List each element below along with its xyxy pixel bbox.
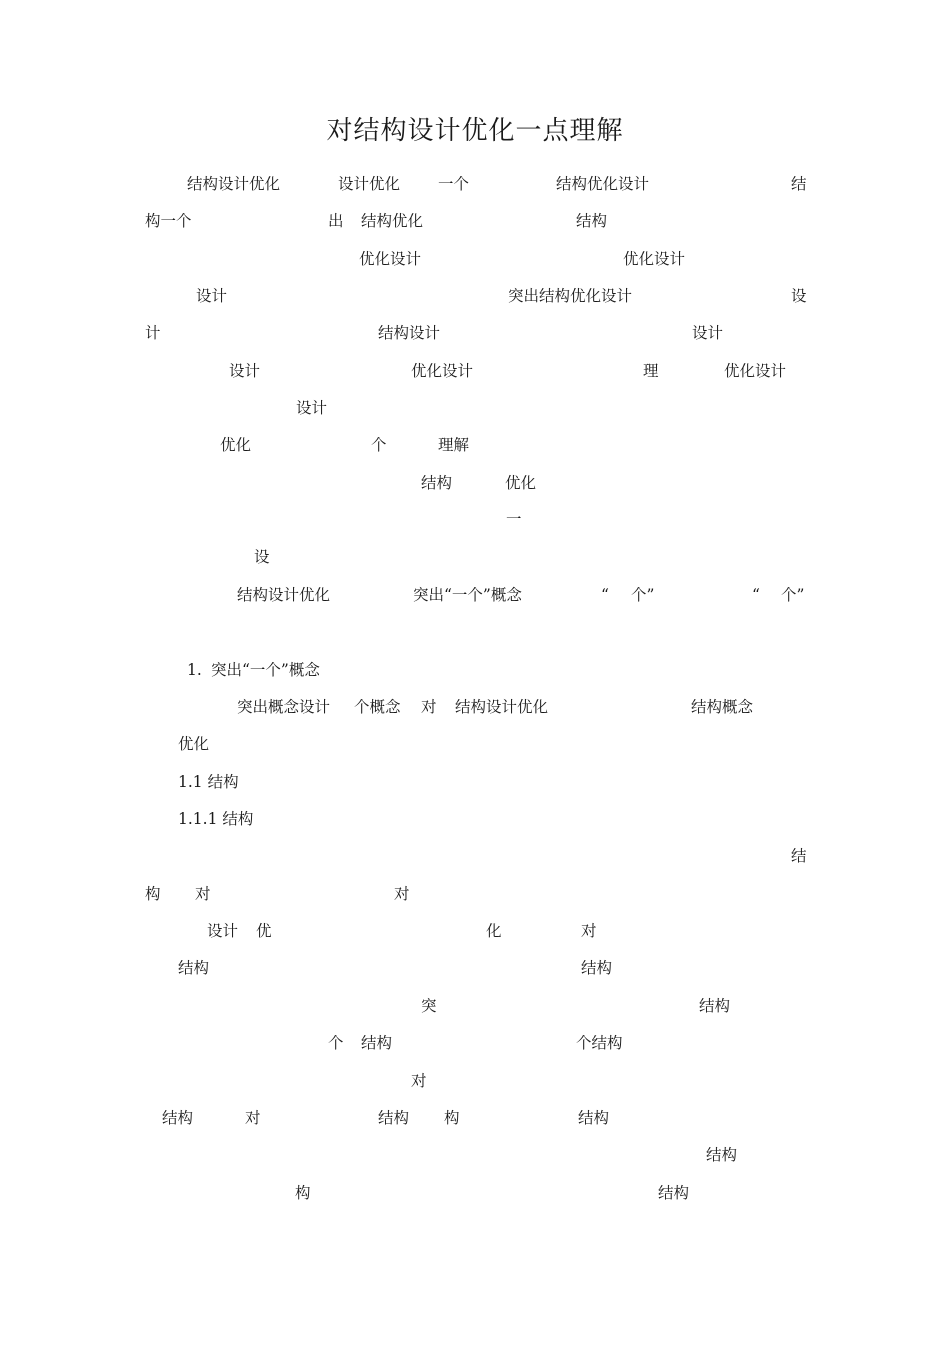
text-fragment: 个 [328, 1034, 344, 1052]
text-fragment: 计 [145, 324, 161, 342]
text-fragment: 个” [631, 586, 655, 604]
text-fragment: 结构 [421, 474, 453, 492]
text-line [0, 919, 950, 943]
text-fragment: 出 [328, 212, 344, 230]
text-fragment: 个概念 [354, 698, 401, 716]
text-fragment: 设计优化 [338, 175, 401, 193]
text-fragment: 设计 [296, 399, 328, 417]
text-fragment: 突 [421, 997, 437, 1015]
text-fragment: 理解 [438, 436, 470, 454]
text-fragment: 结构 [178, 959, 210, 977]
text-fragment: 结构设计优化 [237, 586, 331, 604]
text-fragment: 一个 [438, 175, 470, 193]
text-fragment: 结构优化设计 [556, 175, 650, 193]
text-fragment: 结构 [699, 997, 731, 1015]
text-fragment: 对 [394, 885, 410, 903]
text-fragment: 构 [295, 1184, 311, 1202]
subsection-title: 1.1 结构 [178, 773, 239, 791]
text-fragment: 设计 [229, 362, 261, 380]
text-fragment: 构 [145, 885, 161, 903]
text-fragment: 优化设计 [623, 250, 686, 268]
subsection-heading [0, 807, 950, 831]
text-fragment: 突出概念设计 [237, 698, 331, 716]
text-fragment: 突出“一个”概念 [413, 586, 522, 604]
text-fragment: 结构 [658, 1184, 690, 1202]
text-line [0, 1143, 950, 1167]
text-fragment: 结 [791, 847, 807, 865]
document-title: 对结构设计优化一点理解 [326, 116, 624, 146]
text-fragment: 结构 [162, 1109, 194, 1127]
text-line [0, 956, 950, 980]
text-fragment: “ [601, 586, 609, 604]
section-number: 1. [187, 661, 202, 679]
text-line [0, 545, 950, 569]
text-line [0, 433, 950, 457]
text-line [0, 1069, 950, 1093]
text-fragment: 个结构 [576, 1034, 623, 1052]
text-fragment: 对 [245, 1109, 261, 1127]
text-line [0, 396, 950, 420]
text-line [0, 284, 950, 308]
text-fragment: 对 [411, 1072, 427, 1090]
text-fragment: 优化设计 [411, 362, 474, 380]
text-fragment: 结构 [378, 1109, 410, 1127]
text-line [0, 695, 950, 719]
text-fragment: 对 [421, 698, 437, 716]
text-line [0, 471, 950, 495]
text-fragment: 结构 [576, 212, 608, 230]
text-fragment: 理 [643, 362, 659, 380]
section-heading [0, 658, 950, 682]
subsection-heading [0, 770, 950, 794]
text-fragment: 对 [581, 922, 597, 940]
text-fragment: 结构 [578, 1109, 610, 1127]
section-title: 突出“一个”概念 [211, 661, 320, 679]
text-line [0, 359, 950, 383]
text-line [0, 507, 950, 531]
text-fragment: 结构设计 [378, 324, 441, 342]
text-fragment: 结构 [581, 959, 613, 977]
text-fragment: 结构 [706, 1146, 738, 1164]
text-line [0, 1181, 950, 1205]
text-fragment: 化 [486, 922, 502, 940]
text-fragment: 结构概念 [691, 698, 754, 716]
text-line [0, 321, 950, 345]
text-line [0, 1031, 950, 1055]
text-line [0, 844, 950, 868]
text-fragment: 突出结构优化设计 [508, 287, 633, 305]
subsection-title: 1.1.1 结构 [178, 810, 254, 828]
text-fragment: 优化 [505, 474, 537, 492]
text-fragment: 个” [781, 586, 805, 604]
text-fragment: 设计 [196, 287, 228, 305]
text-line [0, 994, 950, 1018]
text-fragment: 构 [444, 1109, 460, 1127]
text-line [0, 209, 950, 233]
text-fragment: 结构优化 [361, 212, 424, 230]
text-fragment: 结构设计优化 [187, 175, 281, 193]
text-fragment: 优化设计 [724, 362, 787, 380]
text-fragment: 对 [195, 885, 211, 903]
text-fragment: 优化设计 [359, 250, 422, 268]
text-fragment: 个 [371, 436, 387, 454]
text-fragment: 一 [506, 510, 522, 528]
text-fragment: 结构 [361, 1034, 393, 1052]
text-line [0, 882, 950, 906]
text-fragment: 构一个 [145, 212, 192, 230]
text-fragment: “ [752, 586, 760, 604]
text-fragment: 结 [791, 175, 807, 193]
text-fragment: 设 [791, 287, 807, 305]
text-fragment: 设 [254, 548, 270, 566]
text-line [0, 583, 950, 607]
text-fragment: 优化 [178, 735, 210, 753]
text-fragment: 结构设计优化 [455, 698, 549, 716]
text-fragment: 优化 [220, 436, 252, 454]
text-fragment: 优 [256, 922, 272, 940]
text-line [0, 1106, 950, 1130]
text-line [0, 172, 950, 196]
text-fragment: 设计 [692, 324, 724, 342]
text-line [0, 247, 950, 271]
text-line [0, 732, 950, 756]
text-fragment: 设计 [207, 922, 239, 940]
